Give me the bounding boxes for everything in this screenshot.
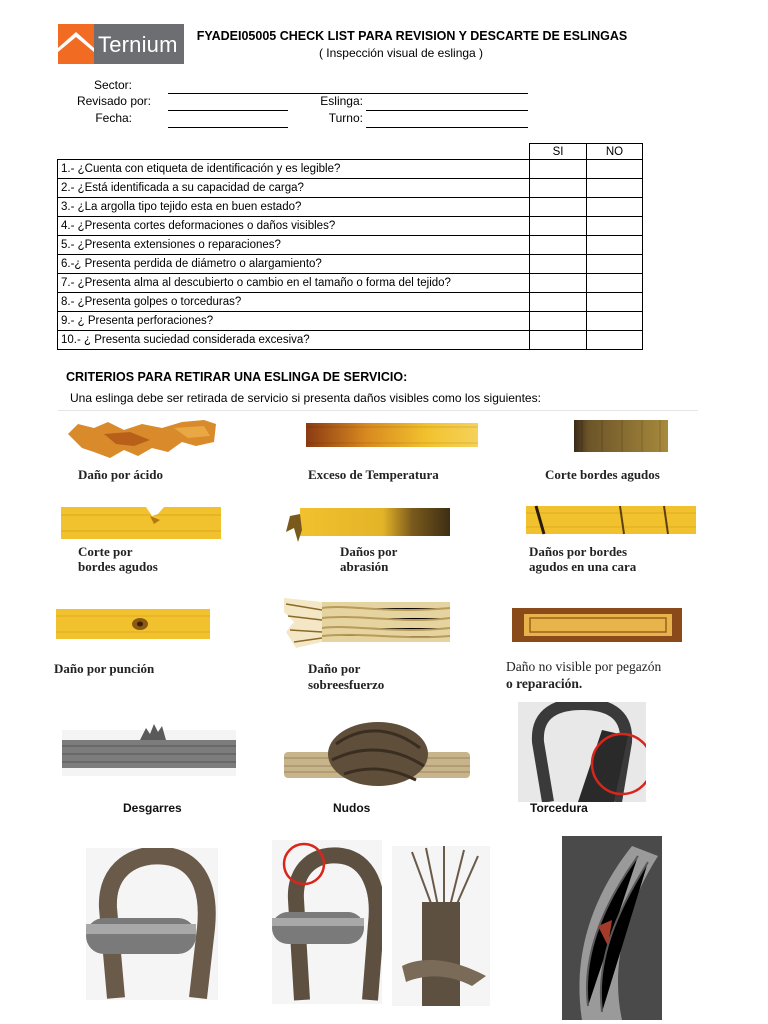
answer-si-1[interactable] bbox=[530, 160, 587, 179]
question-1: 1.- ¿Cuenta con etiqueta de identificación y es legible? bbox=[58, 160, 530, 179]
table-row bbox=[58, 312, 643, 331]
logo-text: Ternium bbox=[98, 32, 178, 57]
caption-corte-bordes-2a: Corte por bbox=[78, 544, 133, 559]
question-4: 4.- ¿Presenta cortes deformaciones o daños visibles? bbox=[58, 217, 530, 236]
answer-no-5[interactable] bbox=[587, 236, 643, 255]
caption-torcedura: Torcedura bbox=[530, 801, 588, 815]
caption-sobreesfuerzo-a: Daño por bbox=[308, 661, 361, 676]
answer-no-2[interactable] bbox=[587, 179, 643, 198]
revisado-label: Revisado por: bbox=[76, 94, 151, 108]
table-row bbox=[58, 217, 643, 236]
fecha-field[interactable] bbox=[168, 127, 288, 128]
caption-temperatura: Exceso de Temperatura bbox=[308, 467, 439, 482]
tear-damage-image bbox=[62, 716, 236, 778]
question-8: 8.- ¿Presenta golpes o torceduras? bbox=[58, 293, 530, 312]
question-9: 9.- ¿ Presenta perforaciones? bbox=[58, 312, 530, 331]
table-row bbox=[58, 179, 643, 198]
table-row bbox=[58, 331, 643, 350]
answer-si-8[interactable] bbox=[530, 293, 587, 312]
eslinga-field[interactable] bbox=[366, 110, 528, 111]
criteria-intro: Una eslinga debe ser retirada de servicio si presenta daños visibles como los siguientes: bbox=[70, 391, 541, 405]
table-row bbox=[58, 293, 643, 312]
caption-una-cara-a: Daños por bordes bbox=[529, 544, 628, 559]
caption-corte-bordes: Corte bordes agudos bbox=[545, 467, 660, 482]
puncture-damage-image bbox=[54, 606, 212, 642]
abrasion-damage-image bbox=[284, 502, 452, 544]
question-6: 6.-¿ Presenta perdida de diámetro o alargamiento? bbox=[58, 255, 530, 274]
table-row bbox=[58, 274, 643, 293]
eslinga-label: Eslinga: bbox=[320, 94, 363, 108]
checklist-table bbox=[57, 143, 643, 350]
table-row bbox=[58, 160, 643, 179]
answer-no-3[interactable] bbox=[587, 198, 643, 217]
answer-no-7[interactable] bbox=[587, 274, 643, 293]
question-3: 3.- ¿La argolla tipo tejido esta en buen estado? bbox=[58, 198, 530, 217]
caption-abrasion-b: abrasión bbox=[340, 559, 389, 574]
answer-si-5[interactable] bbox=[530, 236, 587, 255]
worn-rope-hook-image bbox=[86, 848, 218, 1000]
col-si: SI bbox=[530, 144, 587, 160]
twist-damage-image bbox=[518, 702, 646, 802]
caption-desgarres: Desgarres bbox=[123, 801, 182, 815]
answer-si-2[interactable] bbox=[530, 179, 587, 198]
caption-pegazon-a: Daño no visible por pegazón bbox=[506, 659, 662, 674]
one-side-edge-damage-image bbox=[524, 504, 698, 536]
fecha-label: Fecha: bbox=[95, 111, 132, 125]
answer-no-9[interactable] bbox=[587, 312, 643, 331]
question-7: 7.- ¿Presenta alma al descubierto o cambio en el tamaño o forma del tejido? bbox=[58, 274, 530, 293]
frayed-rope-end-image bbox=[392, 846, 490, 1006]
col-no: NO bbox=[587, 144, 643, 160]
question-2: 2.- ¿Está identificada a su capacidad de carga? bbox=[58, 179, 530, 198]
question-5: 5.- ¿Presenta extensiones o reparaciones? bbox=[58, 236, 530, 255]
answer-si-6[interactable] bbox=[530, 255, 587, 274]
answer-si-4[interactable] bbox=[530, 217, 587, 236]
caption-sobreesfuerzo-b: sobreesfuerzo bbox=[308, 677, 385, 692]
caption-acido: Daño por ácido bbox=[78, 467, 163, 482]
temperature-damage-image bbox=[304, 421, 480, 449]
sector-label: Sector: bbox=[93, 78, 132, 92]
answer-no-6[interactable] bbox=[587, 255, 643, 274]
sharp-edge-cut-image bbox=[572, 418, 670, 454]
turno-field[interactable] bbox=[366, 127, 528, 128]
ternium-logo bbox=[58, 24, 184, 64]
overload-damage-image bbox=[282, 592, 454, 654]
table-row bbox=[58, 236, 643, 255]
caption-nudos: Nudos bbox=[333, 801, 371, 815]
table-row bbox=[58, 255, 643, 274]
divider bbox=[58, 410, 698, 411]
answer-no-8[interactable] bbox=[587, 293, 643, 312]
document-title: FYADEI05005 CHECK LIST PARA REVISION Y DESCARTE DE ESLINGAS bbox=[196, 29, 628, 43]
caption-abrasion-a: Daños por bbox=[340, 544, 398, 559]
logo-mark-icon bbox=[58, 24, 94, 64]
knot-damage-image bbox=[284, 714, 470, 788]
edge-cut-image bbox=[60, 504, 222, 542]
answer-no-1[interactable] bbox=[587, 160, 643, 179]
answer-no-10[interactable] bbox=[587, 331, 643, 350]
hidden-repair-damage-image bbox=[510, 606, 684, 644]
revisado-field[interactable] bbox=[168, 110, 288, 111]
question-10: 10.- ¿ Presenta suciedad considerada excesiva? bbox=[58, 331, 530, 350]
answer-si-9[interactable] bbox=[530, 312, 587, 331]
caption-pegazon-b: o reparación. bbox=[506, 676, 583, 691]
acid-damage-image bbox=[64, 412, 220, 462]
table-header-row bbox=[58, 144, 643, 160]
answer-si-7[interactable] bbox=[530, 274, 587, 293]
answer-si-10[interactable] bbox=[530, 331, 587, 350]
document-subtitle: ( Inspección visual de eslinga ) bbox=[318, 46, 484, 60]
criteria-title: CRITERIOS PARA RETIRAR UNA ESLINGA DE SERVICIO: bbox=[66, 370, 408, 384]
caption-puncion: Daño por punción bbox=[54, 661, 155, 676]
table-row bbox=[58, 198, 643, 217]
answer-si-3[interactable] bbox=[530, 198, 587, 217]
frayed-rope-hook-image bbox=[272, 840, 382, 1004]
caption-corte-bordes-2b: bordes agudos bbox=[78, 559, 158, 574]
caption-una-cara-b: agudos en una cara bbox=[529, 559, 637, 574]
corroded-rope-image bbox=[562, 836, 662, 1020]
turno-label: Turno: bbox=[328, 111, 363, 125]
answer-no-4[interactable] bbox=[587, 217, 643, 236]
